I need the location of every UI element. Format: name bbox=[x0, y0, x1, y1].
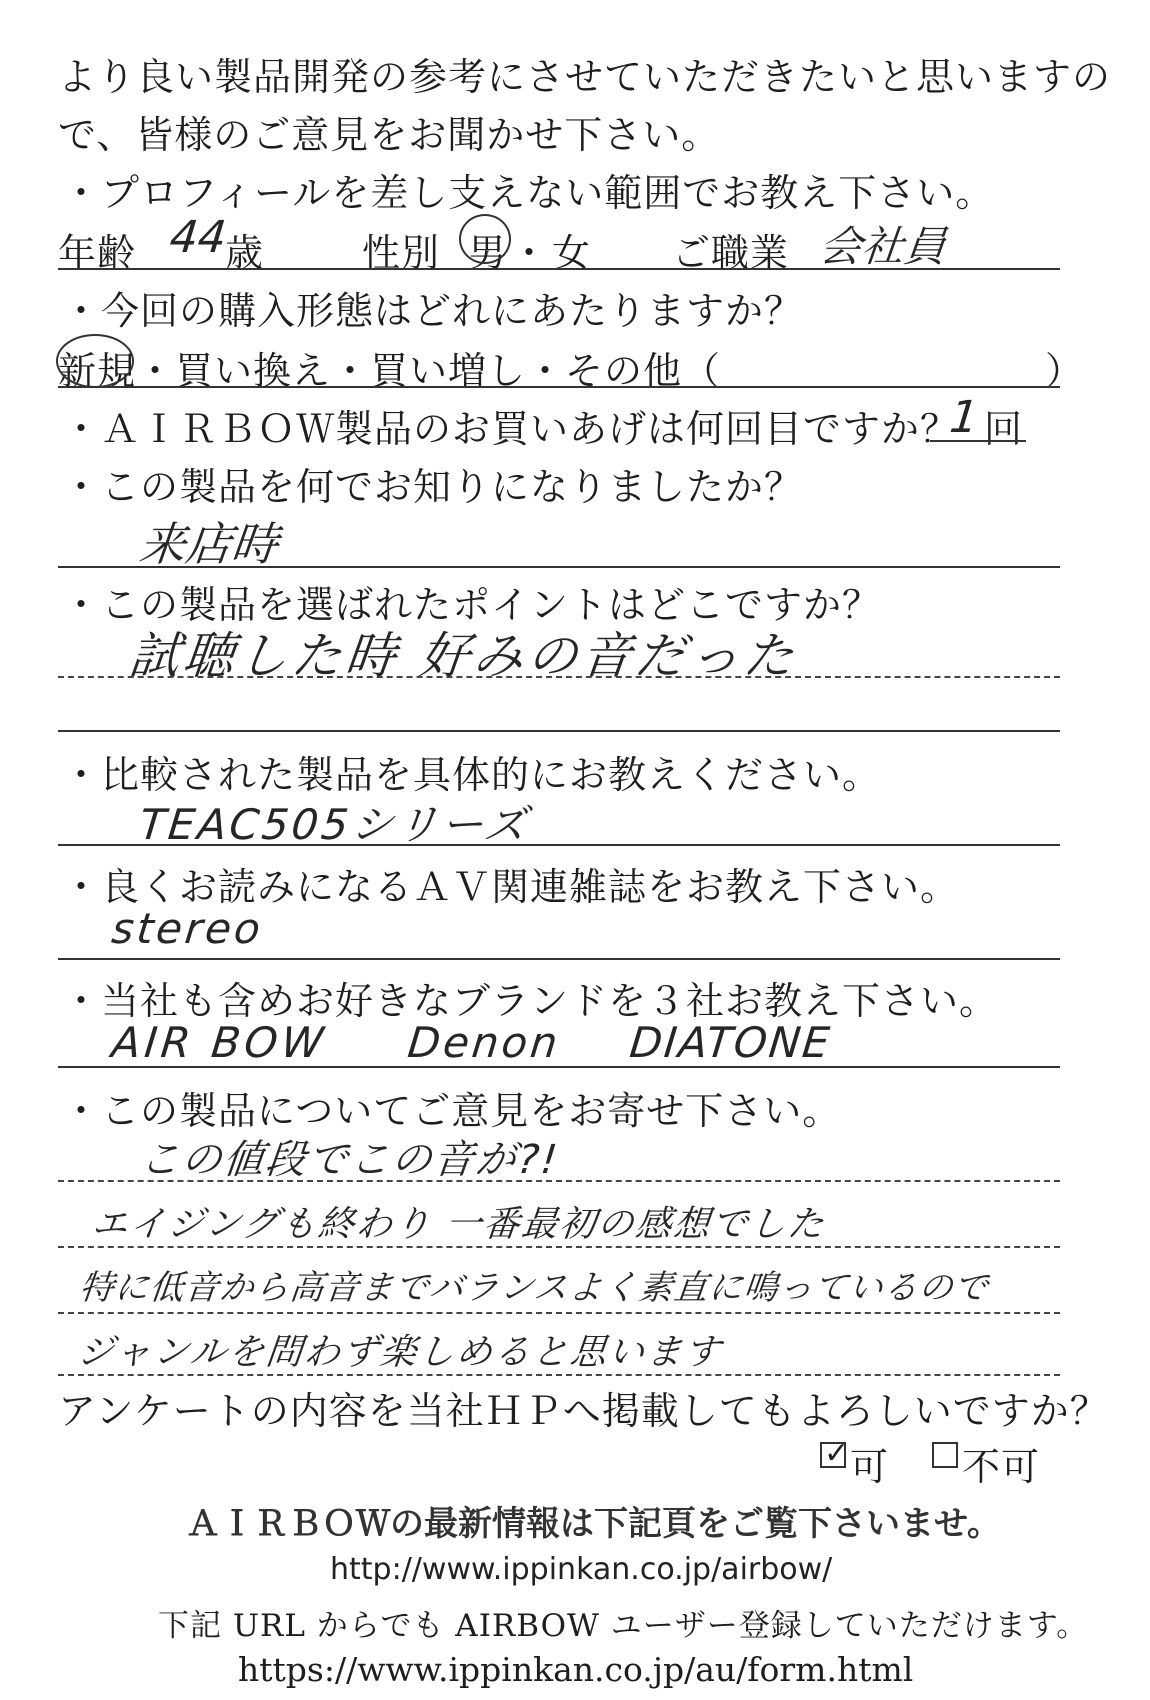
age-unit: 歳 bbox=[225, 231, 265, 275]
gender-label: 性別 bbox=[362, 231, 441, 275]
job-value: 会社員 bbox=[817, 222, 949, 271]
purchase-count-question: ・ＡＩＲＢＯＷ製品のお買いあげは何回目ですか？ bbox=[62, 407, 960, 451]
purchase-type-question: ・今回の購入形態はどれにあたりますか？ bbox=[62, 289, 804, 333]
brand-1: AIR BOW bbox=[109, 1018, 330, 1067]
permission-question: アンケートの内容を当社ＨＰへ掲載してもよろしいですか？ bbox=[58, 1389, 1109, 1433]
reason-answer: 試聴した時 好みの音だった bbox=[126, 627, 801, 685]
permission-yes-checkbox[interactable] bbox=[820, 1436, 850, 1471]
purchase-count-underline bbox=[930, 440, 1026, 442]
permission-no-checkbox[interactable] bbox=[932, 1442, 958, 1468]
profile-underline bbox=[58, 268, 1060, 270]
purchase-count-answer: 1 bbox=[947, 392, 981, 443]
discovery-underline bbox=[58, 566, 1060, 568]
profile-question: ・プロフィールを差し支えない範囲でお教え下さい。 bbox=[62, 171, 995, 215]
opinion-rule-2 bbox=[58, 1246, 1060, 1248]
purchase-type-options: 新規・買い換え・買い増し・その他（ bbox=[58, 349, 722, 393]
discovery-answer: 来店時 bbox=[136, 517, 281, 571]
job-label: ご職業 bbox=[672, 231, 790, 275]
purchase-type-close-paren: ） bbox=[1045, 349, 1085, 393]
reason-line-1 bbox=[58, 676, 1060, 678]
magazine-question: ・良くお読みになるＡＶ関連雑誌をお教え下さい。 bbox=[62, 865, 960, 909]
intro-line-1: より良い製品開発の参考にさせていただきたいと思いますの bbox=[58, 55, 1112, 99]
opinion-rule-4 bbox=[58, 1374, 1060, 1376]
footer-note: 下記 URL からでも AIRBOW ユーザー登録していただけます。 bbox=[158, 1608, 1089, 1644]
footer-url-1[interactable]: http://www.ippinkan.co.jp/airbow/ bbox=[330, 1552, 833, 1587]
magazine-underline bbox=[58, 958, 1060, 960]
brand-3: DIATONE bbox=[627, 1018, 834, 1067]
compared-underline bbox=[58, 844, 1060, 846]
purchase-type-selected-circle bbox=[56, 334, 134, 388]
brand-2: Denon bbox=[405, 1018, 563, 1067]
reason-line-2 bbox=[58, 730, 1060, 732]
age-value: 44 bbox=[167, 212, 229, 263]
age-label: 年齢 bbox=[58, 231, 137, 275]
reason-question: ・この製品を選ばれたポイントはどこですか？ bbox=[62, 583, 882, 627]
purchase-type-underline bbox=[58, 386, 1060, 388]
magazine-answer: stereo bbox=[109, 904, 266, 953]
opinion-rule-3 bbox=[58, 1312, 1060, 1314]
opinion-line-2: エイジングも終わり 一番最初の感想でした bbox=[89, 1204, 828, 1245]
opinion-line-3: 特に低音から高音までバランスよく素直に鳴っているので bbox=[77, 1268, 991, 1308]
gender-separator: ・ bbox=[510, 231, 550, 275]
gender-female: 女 bbox=[552, 231, 592, 275]
footer-url-2[interactable]: https://www.ippinkan.co.jp/au/form.html bbox=[238, 1650, 914, 1689]
footer-headline: ＡＩＲＢＯＷの最新情報は下記頁をご覧下さいませ。 bbox=[186, 1504, 1001, 1544]
opinion-line-1: この値段でこの音が?! bbox=[137, 1137, 562, 1183]
discovery-question: ・この製品を何でお知りになりましたか？ bbox=[62, 465, 804, 509]
opinion-rule-1 bbox=[58, 1180, 1060, 1182]
brands-question: ・当社も含めお好きなブランドを３社お教え下さい。 bbox=[62, 979, 999, 1023]
permission-no-label: 不可 bbox=[962, 1445, 1041, 1489]
gender-male: 男 bbox=[468, 231, 508, 275]
opinion-line-4: ジャンルを問わず楽しめると思います bbox=[75, 1332, 725, 1373]
gender-male-circle bbox=[459, 214, 511, 264]
intro-line-2: で、皆様のご意見をお聞かせ下さい。 bbox=[58, 113, 721, 157]
permission-yes-label: 可 bbox=[850, 1445, 890, 1489]
checkmark-icon: ✓ bbox=[824, 1436, 850, 1471]
opinion-question: ・この製品についてご意見をお寄せ下さい。 bbox=[62, 1089, 842, 1133]
brands-underline bbox=[58, 1066, 1060, 1068]
compared-question: ・比較された製品を具体的にお教えください。 bbox=[62, 753, 882, 797]
compared-answer: TEAC505シリーズ bbox=[137, 800, 532, 849]
purchase-count-unit: 回 bbox=[984, 407, 1024, 451]
